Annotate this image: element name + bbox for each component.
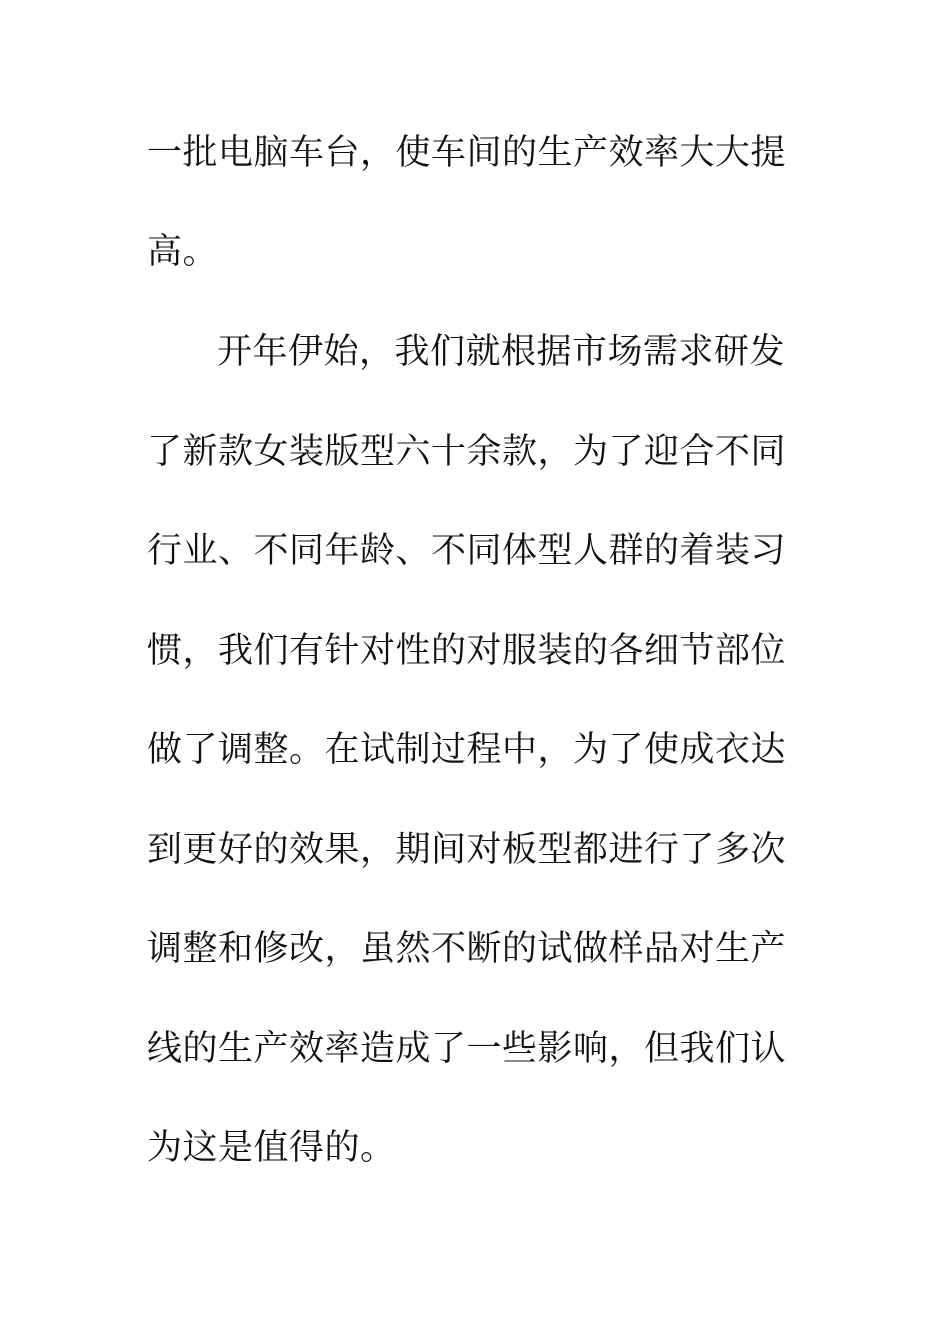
text-line-5: 行业、不同年龄、不同体型人群的着装习 <box>147 531 787 571</box>
text-line-2: 高。 <box>147 232 219 272</box>
text-line-11: 为这是值得的。 <box>147 1128 396 1168</box>
text-line-8: 到更好的效果，期间对板型都进行了多次 <box>147 830 787 870</box>
text-line-1: 一批电脑车台，使车间的生产效率大大提 <box>147 133 787 173</box>
text-line-6: 惯，我们有针对性的对服装的各细节部位 <box>147 631 787 671</box>
text-line-9: 调整和修改，虽然不断的试做样品对生产 <box>147 929 787 969</box>
paragraph-start-line: 开年伊始，我们就根据市场需求研发 <box>217 332 786 372</box>
text-line-7: 做了调整。在试制过程中，为了使成衣达 <box>147 730 787 770</box>
text-line-4: 了新款女装版型六十余款，为了迎合不同 <box>147 432 787 472</box>
text-line-10: 线的生产效率造成了一些影响，但我们认 <box>147 1029 787 1069</box>
